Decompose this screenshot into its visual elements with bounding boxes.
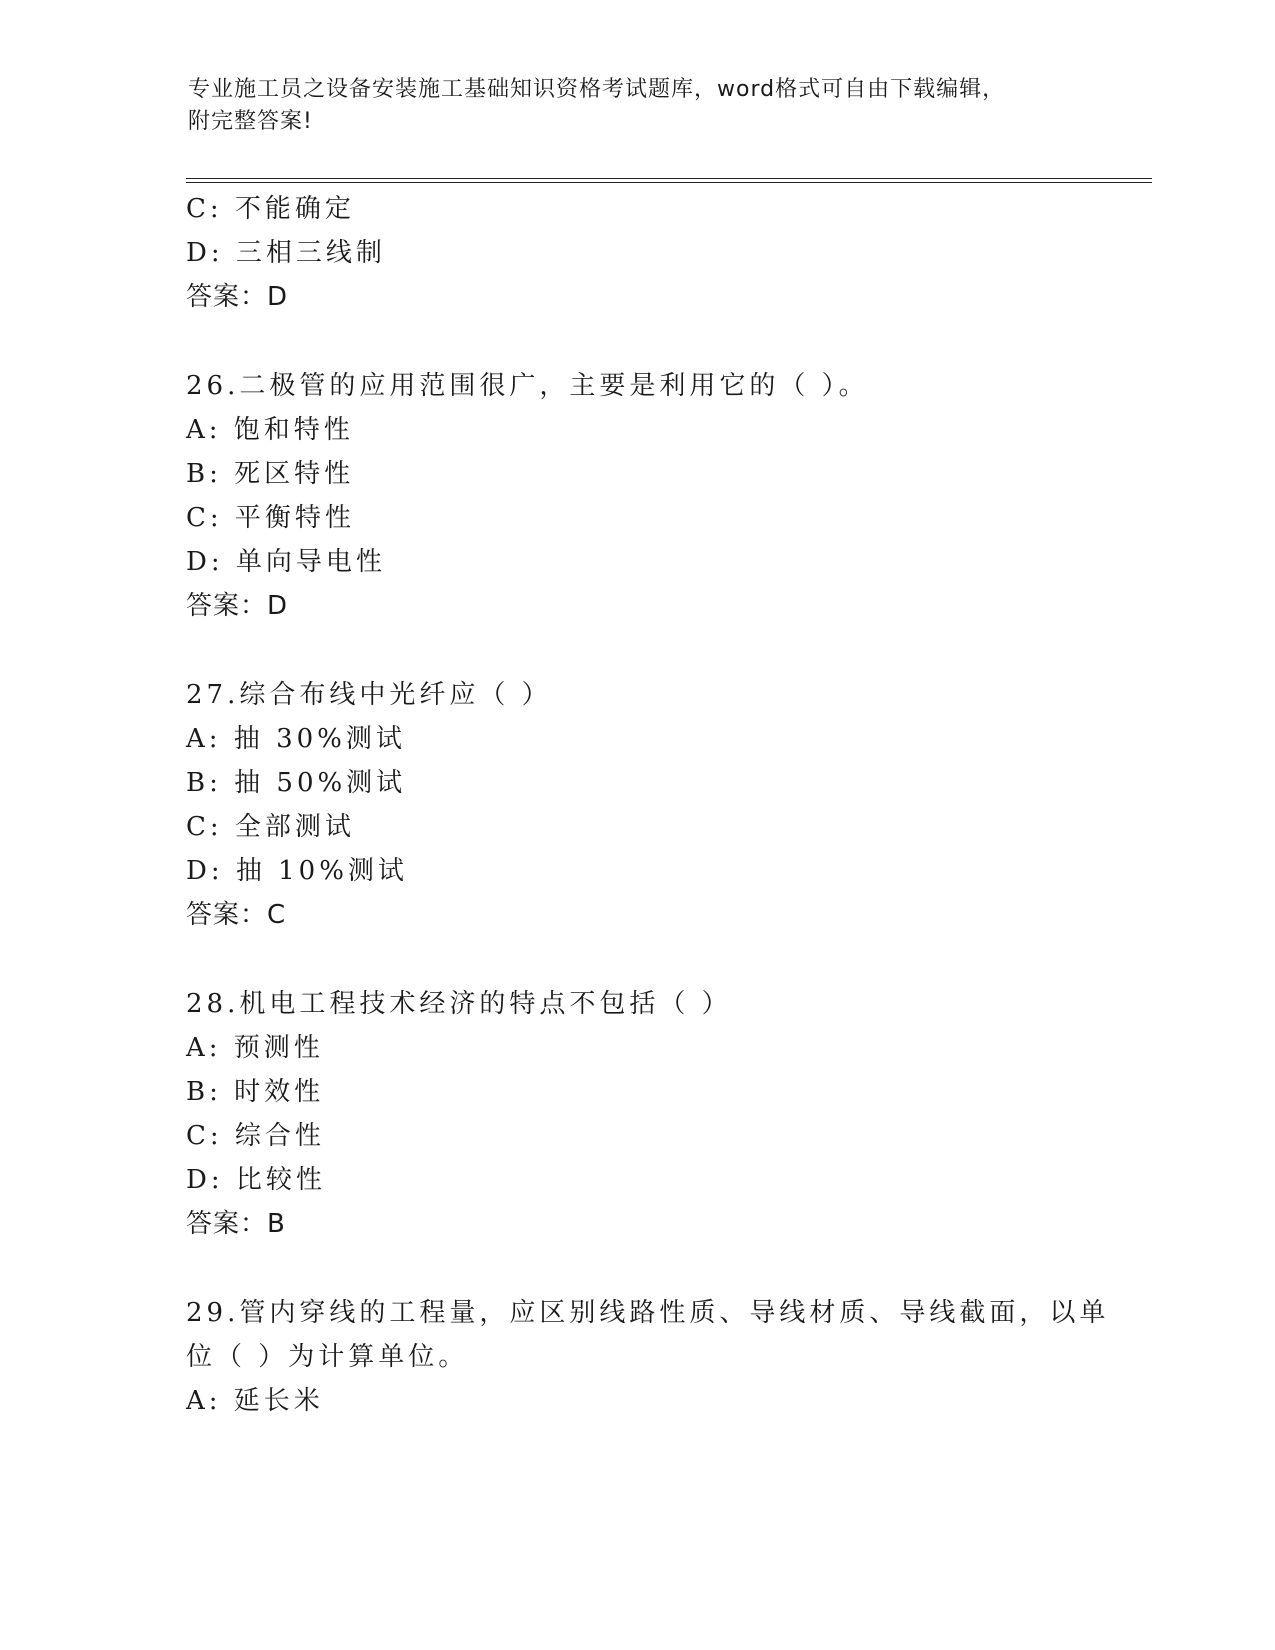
q26-stem: 26.二极管的应用范围很广，主要是利用它的（ ）。: [186, 371, 869, 401]
q29-stem-line-2: 位（ ）为计算单位。: [186, 1342, 469, 1372]
q26-answer: 答案：D: [186, 591, 289, 621]
q27-stem: 27.综合布线中光纤应（ ）: [186, 680, 552, 710]
q28-stem: 28.机电工程技术经济的特点不包括（ ）: [186, 989, 732, 1019]
q27-option-a: A: 抽 30%测试: [186, 724, 406, 754]
header-line-2: 附完整答案!: [188, 109, 313, 134]
document-header: [188, 74, 1088, 138]
prev-question-answer: 答案：D: [186, 282, 289, 312]
q26-option-c: C: 平衡特性: [186, 503, 355, 533]
q29-stem-line-1: 29.管内穿线的工程量，应区别线路性质、导线材质、导线截面，以单: [186, 1298, 1110, 1328]
q29-option-a: A: 延长米: [186, 1386, 324, 1416]
q27-option-d: D: 抽 10%测试: [186, 856, 408, 886]
q28-answer: 答案：B: [186, 1209, 286, 1239]
header-divider-bottom: [186, 182, 1152, 183]
q27-option-c: C: 全部测试: [186, 812, 355, 842]
q26-option-b: B: 死区特性: [186, 459, 355, 489]
q28-option-b: B: 时效性: [186, 1077, 325, 1107]
prev-question-option-c: C: 不能确定: [186, 194, 355, 224]
q27-answer: 答案：C: [186, 900, 287, 930]
q28-option-d: D: 比较性: [186, 1165, 326, 1195]
q26-option-a: A: 饱和特性: [186, 415, 354, 445]
prev-question-option-d: D: 三相三线制: [186, 238, 386, 268]
header-divider-top: [186, 178, 1152, 179]
q27-option-b: B: 抽 50%测试: [186, 768, 407, 798]
q28-option-c: C: 综合性: [186, 1121, 325, 1151]
q28-option-a: A: 预测性: [186, 1033, 324, 1063]
q26-option-d: D: 单向导电性: [186, 547, 386, 577]
header-line-1: 专业施工员之设备安装施工基础知识资格考试题库，word格式可自由下载编辑，: [188, 77, 1006, 102]
